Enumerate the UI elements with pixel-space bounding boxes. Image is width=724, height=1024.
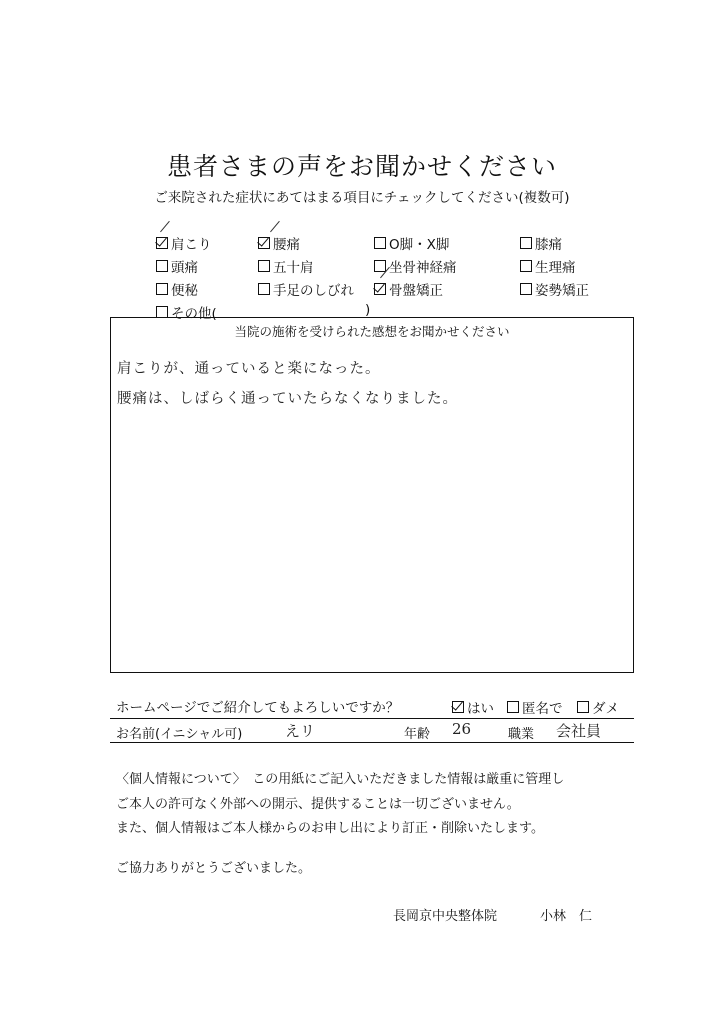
checkbox[interactable] xyxy=(156,260,168,272)
checkbox[interactable] xyxy=(258,260,270,272)
consent-option-anonymous[interactable] xyxy=(507,697,563,717)
form-title: 患者さまの声をお聞かせください xyxy=(166,152,557,181)
age-field[interactable]: 26 xyxy=(452,720,472,738)
symptom-katakori[interactable] xyxy=(156,233,212,253)
symptom-posture-correction[interactable] xyxy=(520,279,589,299)
handwritten-tick xyxy=(270,221,280,232)
symptom-label: 五十肩 xyxy=(273,260,314,276)
consent-option-label: 匿名で xyxy=(522,701,563,717)
checkbox[interactable] xyxy=(374,260,386,272)
consent-question: ホームページでご紹介してもよろしいですか？ xyxy=(116,700,400,716)
impression-line: 腰痛は、しばらく通っていたらなくなりました。 xyxy=(117,391,458,407)
symptom-label: 膝痛 xyxy=(535,237,562,253)
symptom-label: 坐骨神経痛 xyxy=(389,260,457,276)
consent-option-yes[interactable] xyxy=(452,697,494,717)
form-instructions: ご来院された症状にあてはまる項目にチェックしてください(複数可) xyxy=(154,190,570,206)
checkbox[interactable] xyxy=(520,237,532,249)
other-close-paren: ) xyxy=(365,302,371,318)
consent-option-label: はい xyxy=(467,701,494,717)
privacy-notice-line: 〈個人情報について〉 この用紙にご記入いただきました情報は厳重に管理し xyxy=(116,772,565,787)
clinic-person: 小林 仁 xyxy=(540,909,593,924)
checkbox[interactable] xyxy=(156,283,168,295)
consent-option-no[interactable] xyxy=(577,697,619,717)
symptom-menstrual-pain[interactable] xyxy=(520,256,576,276)
symptom-constipation[interactable] xyxy=(156,279,198,299)
symptom-label: 手足のしびれ xyxy=(273,283,354,299)
symptom-label: 姿勢矯正 xyxy=(535,283,589,299)
checkbox[interactable] xyxy=(258,283,270,295)
symptom-pelvic-correction[interactable] xyxy=(374,279,443,299)
checkbox[interactable] xyxy=(258,237,270,249)
privacy-notice-line: また、個人情報はご本人様からのお申し出により訂正・削除いたします。 xyxy=(116,821,544,836)
occupation-label: 職業 xyxy=(508,727,535,742)
checkbox[interactable] xyxy=(374,237,386,249)
checkbox[interactable] xyxy=(520,283,532,295)
symptom-numbness[interactable] xyxy=(258,279,354,299)
thanks-message: ご協力ありがとうございました。 xyxy=(116,861,312,876)
symptom-label: 生理痛 xyxy=(535,260,576,276)
name-label: お名前(イニシャル可) xyxy=(116,727,243,742)
checkbox[interactable] xyxy=(577,701,589,713)
symptom-bowlegs[interactable] xyxy=(374,233,449,253)
symptom-sciatica[interactable] xyxy=(374,256,457,276)
symptom-lower-back-pain[interactable] xyxy=(258,233,300,253)
checkbox[interactable] xyxy=(507,701,519,713)
symptom-label: O脚・X脚 xyxy=(389,237,450,253)
symptom-headache[interactable] xyxy=(156,256,198,276)
impression-line: 肩こりが、通っていると楽になった。 xyxy=(117,361,381,377)
clinic-name: 長岡京中央整体院 xyxy=(393,909,498,924)
checkbox[interactable] xyxy=(374,283,386,295)
symptom-knee-pain[interactable] xyxy=(520,233,562,253)
checkbox[interactable] xyxy=(520,260,532,272)
name-field[interactable]: えリ xyxy=(285,722,316,740)
privacy-notice-line: ご本人の許可なく外部への開示、提供することは一切ございません。 xyxy=(116,797,520,812)
age-label: 年齢 xyxy=(404,727,431,742)
symptom-label: 腰痛 xyxy=(273,237,300,253)
checkbox[interactable] xyxy=(452,701,464,713)
symptom-label: その他( xyxy=(171,306,217,322)
checkbox[interactable] xyxy=(156,237,168,249)
handwritten-tick xyxy=(160,221,170,232)
symptom-label: 骨盤矯正 xyxy=(389,283,443,299)
symptom-frozen-shoulder[interactable] xyxy=(258,256,314,276)
consent-option-label: ダメ xyxy=(592,701,619,717)
symptom-label: 頭痛 xyxy=(171,260,198,276)
symptom-label: 肩こり xyxy=(171,237,212,253)
occupation-field[interactable]: 会社員 xyxy=(556,722,602,740)
impression-heading: 当院の施術を受けられた感想をお聞かせください xyxy=(234,324,510,339)
symptom-label: 便秘 xyxy=(171,283,198,299)
